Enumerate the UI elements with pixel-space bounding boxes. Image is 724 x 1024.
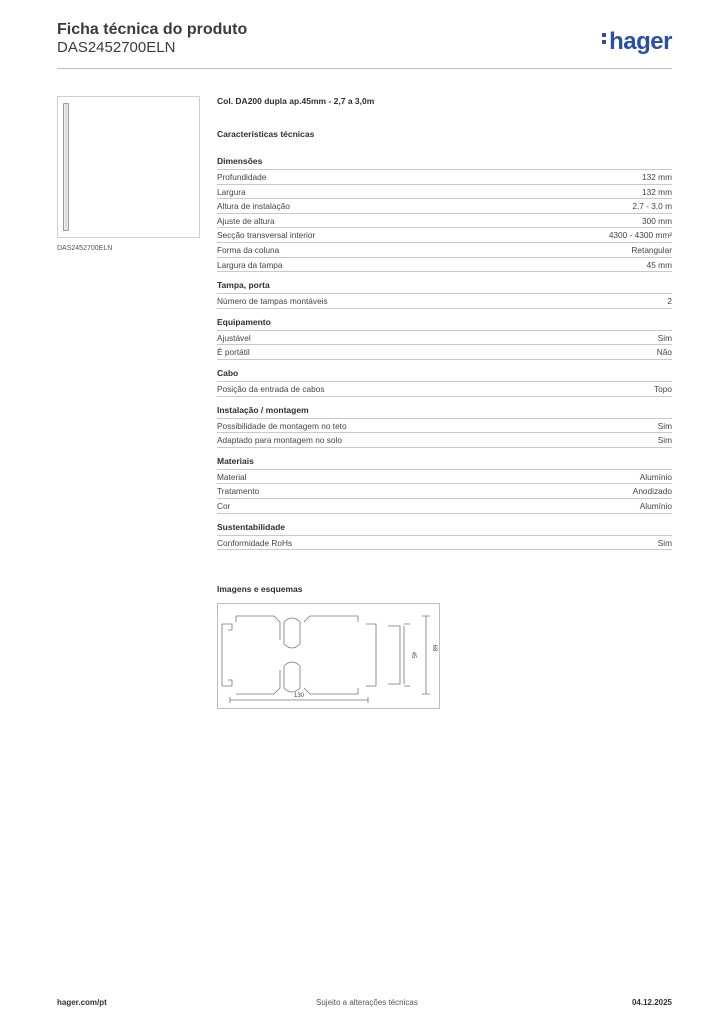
- spec-row: [217, 184, 672, 199]
- column-profile-image: [63, 103, 69, 231]
- spec-row: [217, 498, 672, 514]
- left-profile: [222, 624, 232, 686]
- spec-label: Largura: [217, 186, 246, 197]
- product-image: [57, 96, 200, 238]
- product-image-caption: DAS2452700ELN: [57, 245, 113, 252]
- spec-row: [217, 242, 672, 257]
- spec-sections: [217, 156, 672, 550]
- spec-value: Retangular: [631, 244, 672, 255]
- spec-value: 132 mm: [642, 172, 672, 182]
- spec-value: Sim: [657, 537, 672, 548]
- spec-row: [217, 469, 672, 484]
- spec-row: [217, 169, 672, 184]
- spec-value: 2,7 - 3,0 m: [632, 201, 672, 212]
- spec-value: Alumínio: [639, 500, 672, 511]
- spec-row: [217, 213, 672, 228]
- spec-value: 2: [667, 296, 672, 307]
- center-divider: [284, 618, 300, 692]
- spec-row: [217, 198, 672, 213]
- spec-label: Ajustável: [217, 332, 251, 343]
- footer-website[interactable]: hager.com/pt: [57, 998, 107, 1007]
- spec-label: Número de tampas montáveis: [217, 296, 328, 307]
- spec-label: Cor: [217, 500, 231, 511]
- spec-row: [217, 293, 672, 309]
- dimension-outer-height-label: 68: [431, 644, 437, 652]
- spec-label: Adaptado para montagem no solo: [217, 435, 343, 446]
- spec-section: [217, 368, 672, 397]
- spec-label: Forma da coluna: [217, 244, 280, 255]
- section-title: Dimensões: [217, 156, 263, 166]
- spec-value: Anodizado: [632, 486, 672, 497]
- spec-label: Material: [217, 471, 247, 482]
- spec-label: Posição da entrada de cabos: [217, 383, 325, 394]
- spec-value: 4300 - 4300 mm²: [608, 230, 672, 241]
- spec-label: É portátil: [217, 347, 250, 358]
- spec-value: Topo: [654, 383, 672, 394]
- footer-date: 04.12.2025: [631, 998, 672, 1007]
- right-channel: [304, 616, 358, 694]
- spec-value: Sim: [657, 435, 672, 446]
- hager-logo: [602, 28, 672, 56]
- spec-value: 45 mm: [646, 259, 672, 270]
- section-title: Equipamento: [217, 316, 271, 327]
- spec-label: Tratamento: [217, 486, 260, 497]
- left-channel: [236, 616, 280, 694]
- header-divider: [57, 68, 672, 69]
- spec-row: [217, 344, 672, 360]
- spec-label: Conformidade RoHs: [217, 537, 293, 548]
- logo-dots-icon: [602, 30, 607, 47]
- section-title: Sustentabilidade: [217, 521, 286, 532]
- spec-row: [217, 227, 672, 242]
- dimension-inner-height-label: 45: [410, 651, 416, 659]
- spec-section: [217, 156, 672, 272]
- spec-row: [217, 418, 672, 433]
- dimension-width-label: 130: [293, 693, 305, 699]
- spec-section: [217, 456, 672, 514]
- spec-value: Sim: [657, 420, 672, 431]
- right-profile: [366, 624, 400, 686]
- spec-row: [217, 535, 672, 551]
- spec-value: Sim: [657, 332, 672, 343]
- product-reference: DAS2452700ELN: [57, 39, 176, 56]
- spec-label: Profundidade: [217, 172, 267, 182]
- spec-row: [217, 483, 672, 498]
- spec-value: Não: [656, 347, 672, 358]
- spec-value: 132 mm: [642, 186, 672, 197]
- product-name: Col. DA200 dupla ap.45mm - 2,7 a 3,0m: [217, 96, 375, 106]
- spec-label: Secção transversal interior: [217, 230, 316, 241]
- spec-section: [217, 405, 672, 448]
- section-title: Cabo: [217, 367, 239, 378]
- logo-text: hager: [609, 28, 672, 55]
- footer-note: Sujeito a alterações técnicas: [316, 998, 418, 1007]
- spec-row: [217, 432, 672, 448]
- spec-row: [217, 257, 672, 273]
- spec-section: [217, 317, 672, 360]
- images-heading: Imagens e esquemas: [217, 584, 303, 594]
- section-title: Instalação / montagem: [217, 404, 309, 415]
- characteristics-heading: Características técnicas: [217, 129, 315, 139]
- cross-section-drawing: [218, 604, 439, 708]
- spec-section: [217, 522, 672, 551]
- technical-drawing: [217, 603, 440, 709]
- spec-value: 300 mm: [642, 215, 672, 226]
- spec-section: [217, 280, 672, 309]
- spec-row: [217, 381, 672, 397]
- spec-column: [217, 96, 672, 558]
- spec-label: Altura de instalação: [217, 201, 290, 212]
- document-title: Ficha técnica do produto: [57, 21, 248, 38]
- spec-row: [217, 330, 672, 345]
- spec-label: Possibilidade de montagem no teto: [217, 420, 347, 431]
- section-title: Tampa, porta: [217, 280, 270, 291]
- spec-value: Alumínio: [639, 471, 672, 482]
- spec-label: Largura da tampa: [217, 259, 283, 270]
- spec-label: Ajuste de altura: [217, 215, 275, 226]
- section-title: Materiais: [217, 455, 254, 466]
